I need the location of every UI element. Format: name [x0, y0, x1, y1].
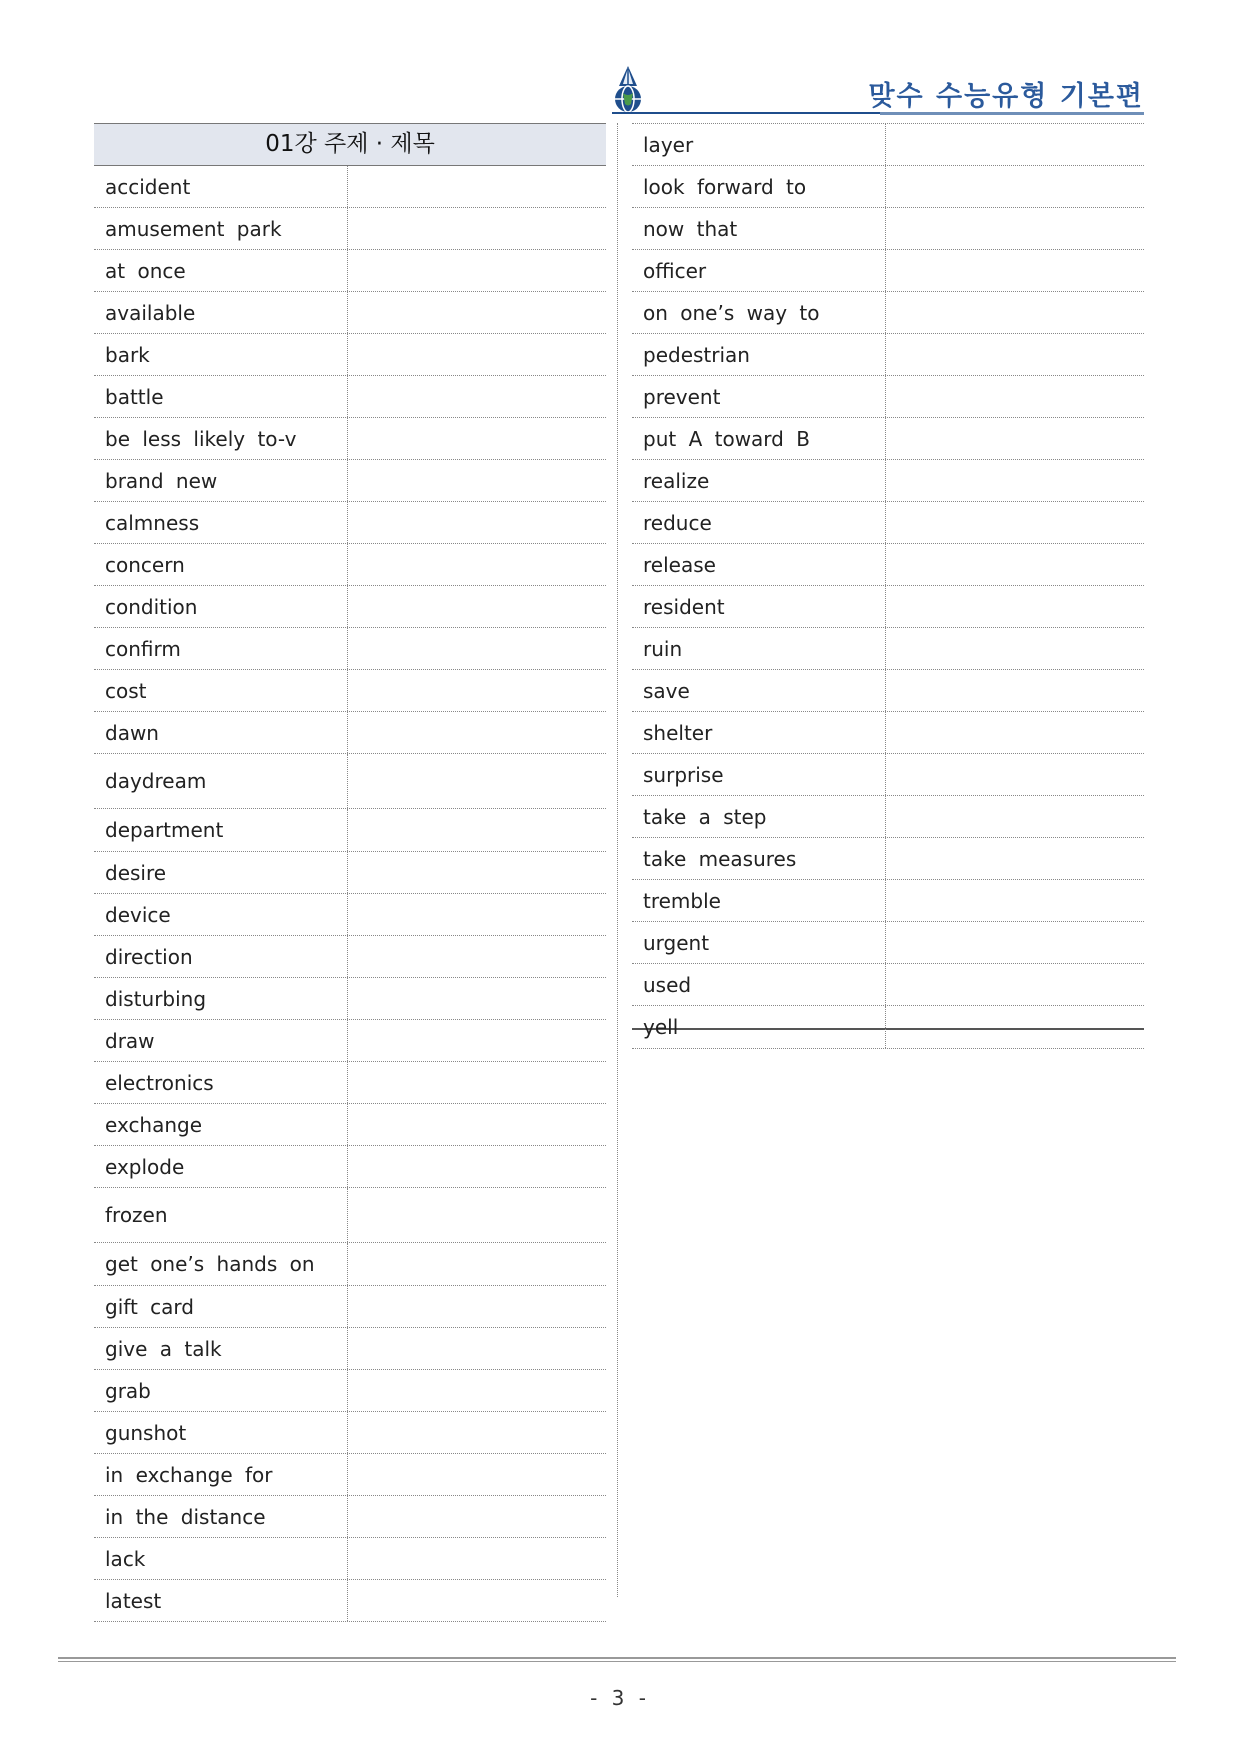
meaning-blank[interactable] — [348, 809, 606, 851]
footer-rule — [58, 1657, 1176, 1659]
meaning-blank[interactable] — [886, 922, 1144, 963]
vocab-row — [632, 796, 1144, 838]
vocab-word: be less likely to-v — [94, 418, 348, 459]
page-number: - 3 - — [590, 1686, 650, 1710]
meaning-blank[interactable] — [348, 1454, 606, 1495]
vocab-word: release — [632, 544, 886, 585]
meaning-blank[interactable] — [886, 754, 1144, 795]
vocab-word: bark — [94, 334, 348, 375]
meaning-blank[interactable] — [348, 292, 606, 333]
vocab-word: look forward to — [632, 166, 886, 207]
vocab-word: disturbing — [94, 978, 348, 1019]
vocab-row — [632, 670, 1144, 712]
vocab-list-right — [632, 123, 1144, 1049]
vocab-row — [94, 1454, 606, 1496]
vocab-column-right — [632, 123, 1144, 1049]
vocab-row — [94, 502, 606, 544]
vocab-row — [632, 838, 1144, 880]
footer-rule-thin — [58, 1661, 1176, 1662]
meaning-blank[interactable] — [348, 334, 606, 375]
vocab-word: exchange — [94, 1104, 348, 1145]
vocab-word: concern — [94, 544, 348, 585]
meaning-blank[interactable] — [348, 544, 606, 585]
vocab-row — [94, 292, 606, 334]
pen-globe-logo-icon — [612, 64, 644, 116]
vocab-row — [632, 712, 1144, 754]
meaning-blank[interactable] — [886, 670, 1144, 711]
vocab-word: calmness — [94, 502, 348, 543]
vocab-word: used — [632, 964, 886, 1005]
meaning-blank[interactable] — [886, 418, 1144, 459]
vocab-row — [632, 502, 1144, 544]
vocab-row — [94, 334, 606, 376]
vocab-row — [632, 964, 1144, 1006]
meaning-blank[interactable] — [348, 460, 606, 501]
vocab-word: electronics — [94, 1062, 348, 1103]
vocab-row — [94, 1412, 606, 1454]
vocab-row — [94, 250, 606, 292]
vocab-word: reduce — [632, 502, 886, 543]
vocab-row — [94, 1538, 606, 1580]
vocab-word: dawn — [94, 712, 348, 753]
meaning-blank[interactable] — [886, 796, 1144, 837]
vocab-row — [94, 712, 606, 754]
meaning-blank[interactable] — [348, 1286, 606, 1327]
meaning-blank[interactable] — [348, 1243, 606, 1285]
vocab-word: tremble — [632, 880, 886, 921]
meaning-blank[interactable] — [886, 712, 1144, 753]
vocab-word: in exchange for — [94, 1454, 348, 1495]
vocab-row — [94, 894, 606, 936]
vocab-word: take measures — [632, 838, 886, 879]
meaning-blank[interactable] — [886, 460, 1144, 501]
vocab-row — [94, 1580, 606, 1622]
vocab-word: on one’s way to — [632, 292, 886, 333]
vocab-row — [94, 418, 606, 460]
meaning-blank[interactable] — [348, 852, 606, 893]
vocab-row — [94, 586, 606, 628]
vocab-row — [94, 628, 606, 670]
meaning-blank[interactable] — [348, 1146, 606, 1187]
vocab-word: give a talk — [94, 1328, 348, 1369]
vocab-row — [632, 880, 1144, 922]
vocab-word: realize — [632, 460, 886, 501]
meaning-blank[interactable] — [348, 418, 606, 459]
vocab-word: layer — [632, 124, 886, 165]
vocab-row — [632, 544, 1144, 586]
meaning-blank[interactable] — [348, 1188, 606, 1242]
meaning-blank[interactable] — [348, 166, 606, 207]
vocab-word: now that — [632, 208, 886, 249]
meaning-blank[interactable] — [348, 754, 606, 808]
vocab-word: draw — [94, 1020, 348, 1061]
vocab-column-left — [94, 123, 606, 1622]
meaning-blank[interactable] — [886, 208, 1144, 249]
vocab-word: frozen — [94, 1188, 348, 1242]
vocab-row — [94, 166, 606, 208]
vocab-word: get one’s hands on — [94, 1243, 348, 1285]
column-divider — [617, 123, 618, 1597]
vocab-word: prevent — [632, 376, 886, 417]
vocab-word: shelter — [632, 712, 886, 753]
vocab-row — [94, 852, 606, 894]
meaning-blank[interactable] — [348, 502, 606, 543]
meaning-blank[interactable] — [348, 1020, 606, 1061]
vocab-row — [94, 754, 606, 809]
meaning-blank[interactable] — [886, 544, 1144, 585]
vocab-row — [632, 922, 1144, 964]
vocab-row — [632, 418, 1144, 460]
vocab-word: yell — [632, 1006, 886, 1048]
vocab-row — [632, 292, 1144, 334]
vocab-word: cost — [94, 670, 348, 711]
meaning-blank[interactable] — [348, 936, 606, 977]
vocab-word: gunshot — [94, 1412, 348, 1453]
vocab-row — [94, 544, 606, 586]
meaning-blank[interactable] — [348, 1062, 606, 1103]
meaning-blank[interactable] — [348, 1328, 606, 1369]
meaning-blank[interactable] — [348, 376, 606, 417]
meaning-blank[interactable] — [886, 838, 1144, 879]
vocab-word: available — [94, 292, 348, 333]
vocab-word: direction — [94, 936, 348, 977]
meaning-blank[interactable] — [886, 292, 1144, 333]
meaning-blank[interactable] — [348, 670, 606, 711]
meaning-blank[interactable] — [348, 712, 606, 753]
meaning-blank[interactable] — [348, 1496, 606, 1537]
meaning-blank[interactable] — [886, 334, 1144, 375]
meaning-blank[interactable] — [886, 880, 1144, 921]
meaning-blank[interactable] — [348, 1412, 606, 1453]
vocab-row — [94, 1146, 606, 1188]
meaning-blank[interactable] — [348, 1104, 606, 1145]
vocab-word: surprise — [632, 754, 886, 795]
vocab-word: battle — [94, 376, 348, 417]
vocab-row — [94, 936, 606, 978]
meaning-blank[interactable] — [348, 250, 606, 291]
vocab-word: confirm — [94, 628, 348, 669]
vocab-row — [632, 334, 1144, 376]
vocab-row — [94, 1243, 606, 1286]
meaning-blank[interactable] — [348, 1580, 606, 1621]
vocab-word: condition — [94, 586, 348, 627]
vocab-word: latest — [94, 1580, 348, 1621]
vocab-row — [632, 250, 1144, 292]
vocab-row — [94, 376, 606, 418]
vocab-row — [632, 124, 1144, 166]
vocab-word: amusement park — [94, 208, 348, 249]
meaning-blank[interactable] — [886, 1006, 1144, 1048]
book-title: 맞수 수능유형 기본편 — [868, 81, 1144, 112]
meaning-blank[interactable] — [886, 376, 1144, 417]
vocab-row — [632, 166, 1144, 208]
meaning-blank[interactable] — [886, 586, 1144, 627]
vocab-row — [94, 1370, 606, 1412]
vocab-row — [94, 460, 606, 502]
vocab-word: officer — [632, 250, 886, 291]
vocab-row — [94, 1328, 606, 1370]
meaning-blank[interactable] — [348, 1538, 606, 1579]
meaning-blank[interactable] — [886, 166, 1144, 207]
vocab-word: take a step — [632, 796, 886, 837]
vocab-word: brand new — [94, 460, 348, 501]
vocab-list-left — [94, 166, 606, 1622]
vocab-row — [94, 1496, 606, 1538]
meaning-blank[interactable] — [348, 978, 606, 1019]
vocab-row — [632, 376, 1144, 418]
meaning-blank[interactable] — [348, 208, 606, 249]
meaning-blank[interactable] — [348, 628, 606, 669]
meaning-blank[interactable] — [886, 964, 1144, 1005]
vocab-row — [632, 754, 1144, 796]
vocab-word: ruin — [632, 628, 886, 669]
vocab-row — [94, 208, 606, 250]
vocab-row — [632, 628, 1144, 670]
section-title: 01강 주제 · 제목 — [94, 123, 606, 166]
meaning-blank[interactable] — [348, 894, 606, 935]
vocab-row — [94, 1062, 606, 1104]
vocab-word: resident — [632, 586, 886, 627]
vocab-row — [94, 1286, 606, 1328]
vocab-word: save — [632, 670, 886, 711]
vocab-row — [632, 208, 1144, 250]
vocab-row — [94, 670, 606, 712]
vocab-word: accident — [94, 166, 348, 207]
vocab-word: daydream — [94, 754, 348, 808]
meaning-blank[interactable] — [348, 1370, 606, 1411]
meaning-blank[interactable] — [886, 628, 1144, 669]
vocab-word: device — [94, 894, 348, 935]
vocab-row — [632, 1006, 1144, 1049]
vocab-row — [632, 586, 1144, 628]
vocab-row — [94, 1104, 606, 1146]
vocab-word: grab — [94, 1370, 348, 1411]
vocab-word: pedestrian — [632, 334, 886, 375]
vocab-word: put A toward B — [632, 418, 886, 459]
vocab-word: urgent — [632, 922, 886, 963]
vocab-word: lack — [94, 1538, 348, 1579]
meaning-blank[interactable] — [348, 586, 606, 627]
vocab-row — [94, 809, 606, 852]
vocab-row — [94, 1188, 606, 1243]
vocab-word: in the distance — [94, 1496, 348, 1537]
vocab-word: gift card — [94, 1286, 348, 1327]
vocab-word: desire — [94, 852, 348, 893]
meaning-blank[interactable] — [886, 502, 1144, 543]
meaning-blank[interactable] — [886, 124, 1144, 165]
vocab-word: department — [94, 809, 348, 851]
vocab-word: at once — [94, 250, 348, 291]
meaning-blank[interactable] — [886, 250, 1144, 291]
vocab-row — [94, 1020, 606, 1062]
vocab-word: explode — [94, 1146, 348, 1187]
vocab-row — [632, 460, 1144, 502]
vocab-row — [94, 978, 606, 1020]
